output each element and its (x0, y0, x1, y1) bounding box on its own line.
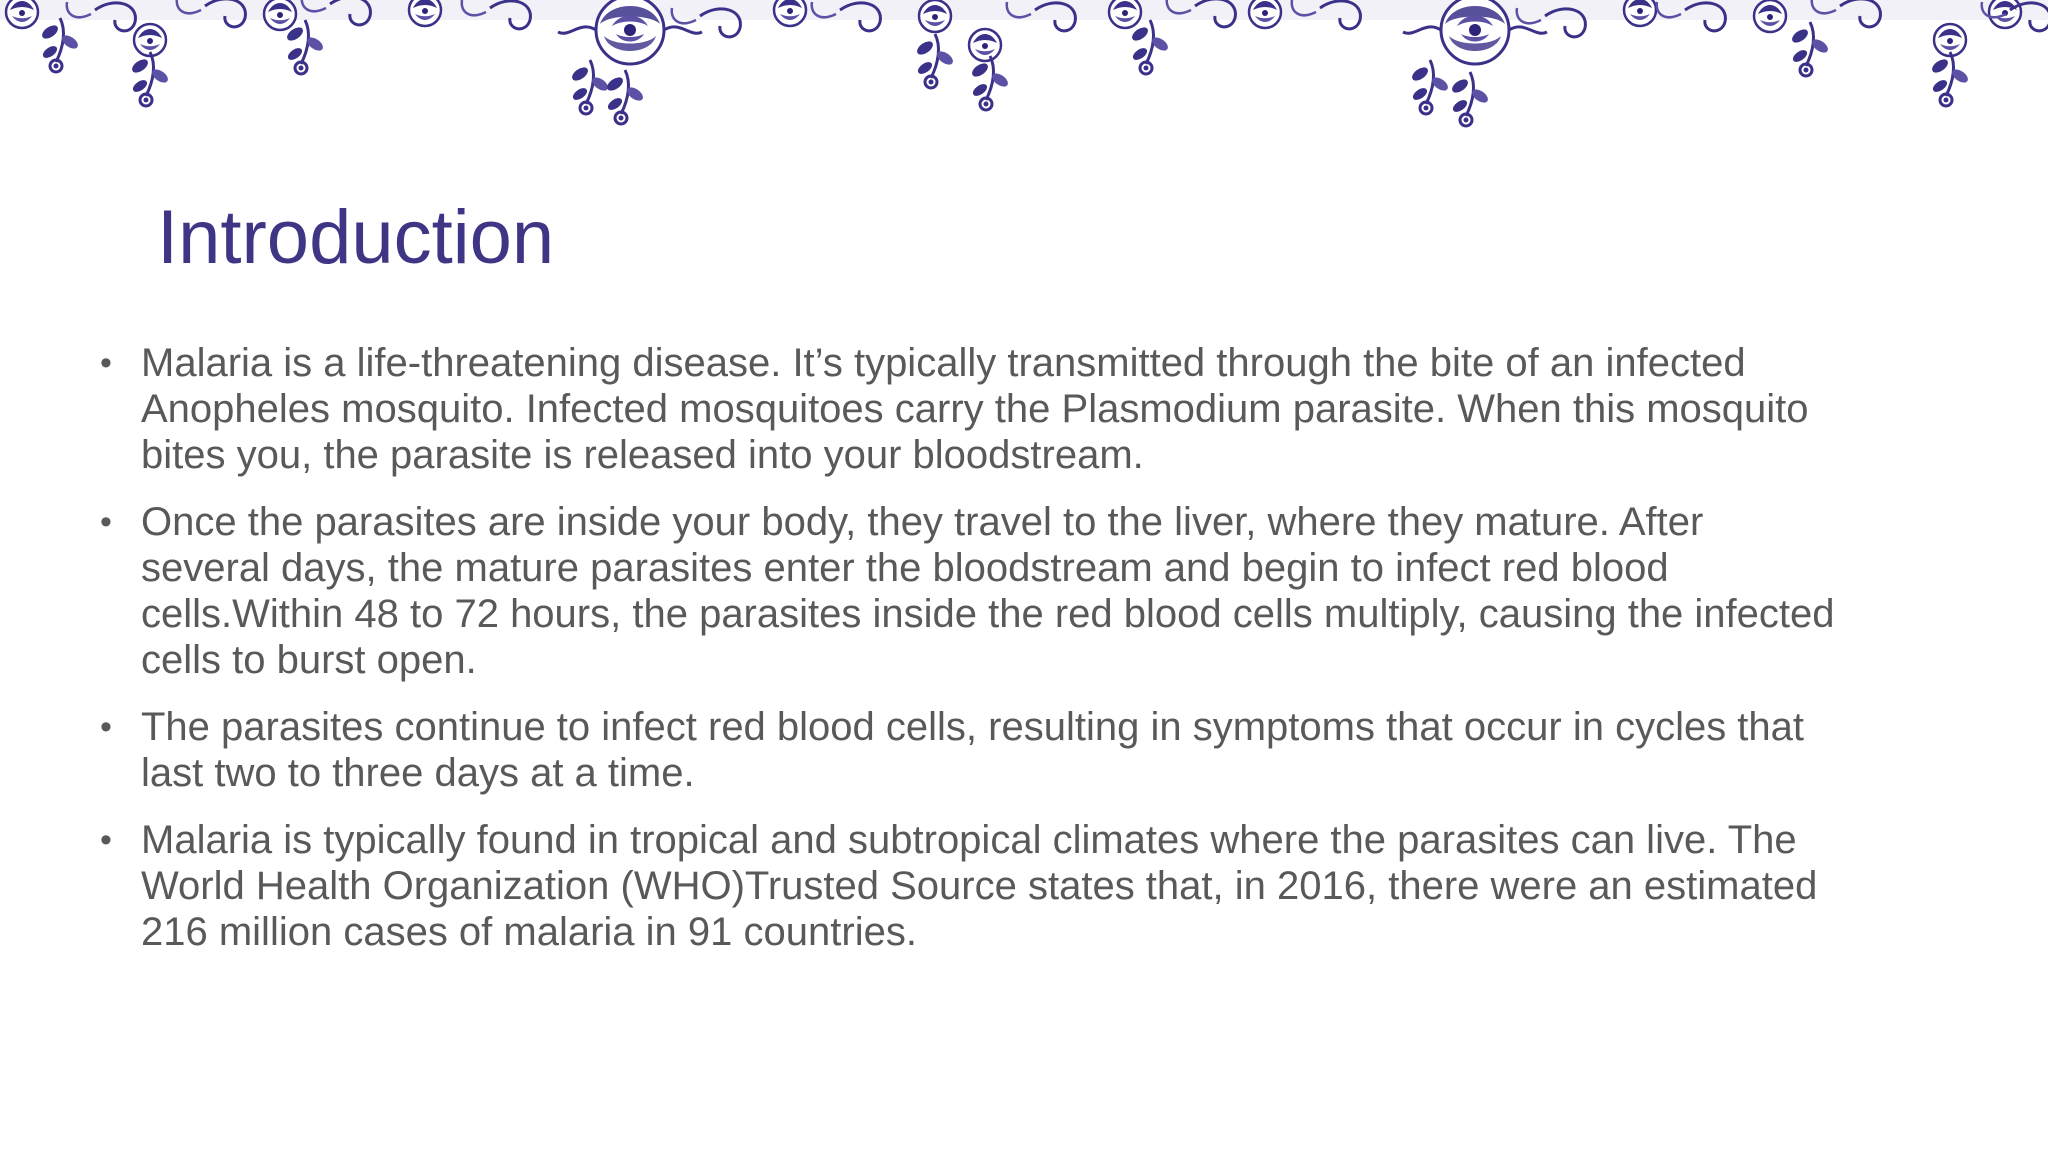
bullet-text-line: cells to burst open. (141, 638, 477, 682)
bullet-item (100, 817, 1980, 955)
bullet-text-line: World Health Organization (WHO)Trusted Source states that, in 2016, there were an estimated (141, 864, 1818, 908)
bullet-text-line: bites you, the parasite is released into your bloodstream. (141, 433, 1144, 477)
bullet-icon: • (100, 708, 112, 746)
bullet-item (100, 499, 1980, 683)
bullet-text-line: several days, the mature parasites enter the bloodstream and begin to infect red blood (141, 546, 1669, 590)
bullet-text-line: The parasites continue to infect red blood cells, resulting in symptoms that occur in cycles that (141, 705, 1805, 749)
slide-title: Introduction (157, 195, 555, 280)
bullet-icon: • (100, 503, 112, 541)
bullet-item (100, 340, 1980, 478)
bullet-item (100, 704, 1980, 796)
bullet-text-line: Malaria is a life-threatening disease. It’s typically transmitted through the bite of an infected (141, 341, 1746, 385)
bullet-text-line: last two to three days at a time. (141, 751, 695, 795)
bullet-text-line: cells.Within 48 to 72 hours, the parasites inside the red blood cells multiply, causing the infected (141, 592, 1835, 636)
bullet-text-line: Once the parasites are inside your body, they travel to the liver, where they mature. After (141, 500, 1704, 544)
bullet-text-line: 216 million cases of malaria in 91 countries. (141, 910, 917, 954)
bullet-text-line: Anopheles mosquito. Infected mosquitoes carry the Plasmodium parasite. When this mosquito (141, 387, 1809, 431)
bullet-icon: • (100, 344, 112, 382)
bullet-list (100, 340, 1980, 976)
floral-border-icon (0, 0, 2048, 150)
bullet-icon: • (100, 821, 112, 859)
bullet-text-line: Malaria is typically found in tropical and subtropical climates where the parasites can live. The (141, 818, 1797, 862)
